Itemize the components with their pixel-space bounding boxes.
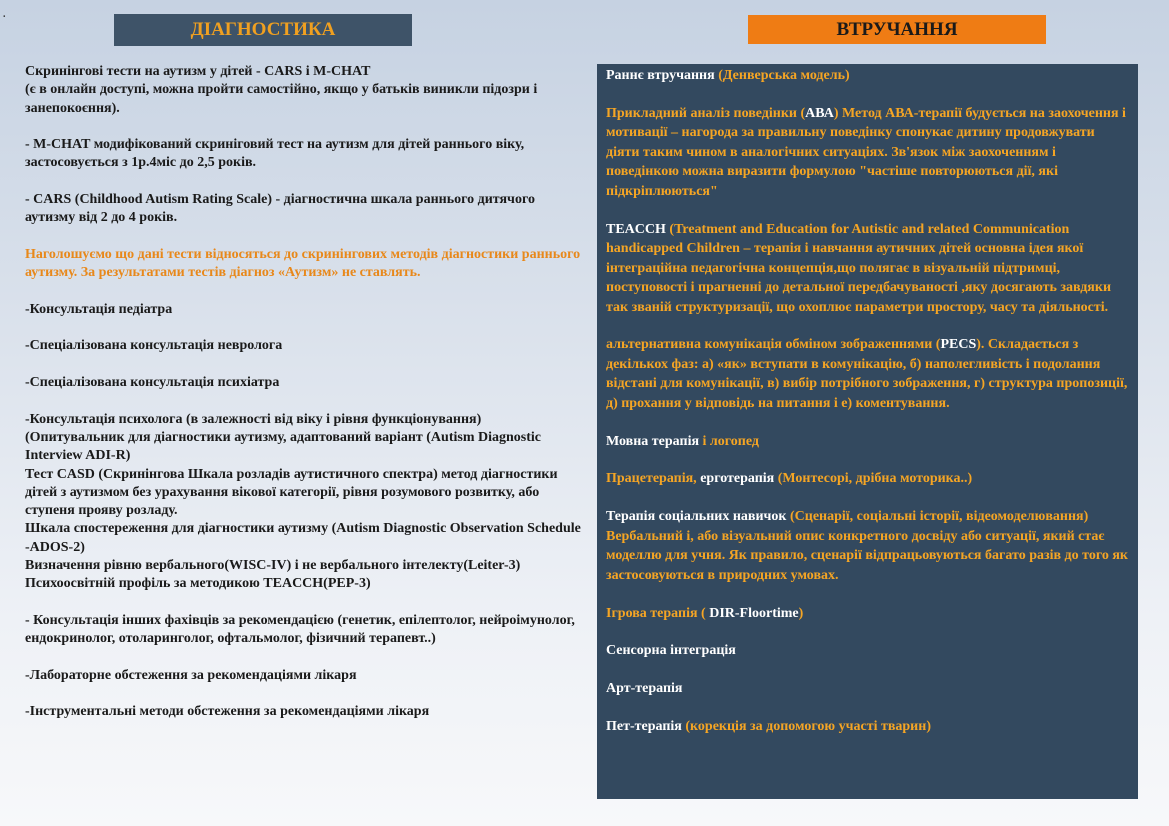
pecs-item: альтернативна комунікація обміном зображеннями (PECS). Складається з декількох фаз: а) «як» вступати в комунікацію, б) наполегливість і подолання відстані для комунікації, в) вибір потрібного зображення, г) структура пропозиції, д) прохання у відповідь на питання і е) коментування.: [606, 337, 1128, 411]
occupational-therapy-item: Працетерапія, ерготерапія (Монтесорі, дрібна моторика..): [606, 471, 973, 487]
intervention-panel: [597, 64, 1138, 799]
neurologist-item: -Спеціалізована консультація невролога: [25, 338, 283, 354]
sensory-integration-item: Сенсорна інтеграція: [606, 643, 736, 659]
early-intervention-item: Раннє втручання (Денверська модель): [606, 68, 850, 83]
teacch-item: TEACCH (Treatment and Education for Autistic and related Communication handicapped Children – терапія і навчання аутичних дітей основна ідея якої інтеграційна педагогічна концепція,що полягає в візуальній підтримці, поступовості і прагненні до детальної передбачуваності ,яку досягають завдяки так званій структуризації, що охоплює параметри простору, часу та діяльності.: [606, 221, 1112, 315]
other-specialists-item: - Консультація інших фахівців за рекомендацією (генетик, епілептолог, нейроімунолог, ендокринолог, отоларинголог, офтальмолог, фізичний терапевт..): [25, 612, 575, 647]
instrumental-tests-item: -Інструментальні методи обстеження за рекомендаціями лікаря: [25, 704, 430, 720]
screening-tests-paragraph: Скринінгові тести на аутизм у дітей - CARS і M-CHAT (є в онлайн доступі, можна пройти самостійно, якщо у батьків виникли підозри і занепокоєння).: [25, 64, 538, 116]
diagnostics-header: ДІАГНОСТИКА: [114, 14, 412, 46]
aba-item: Прикладний аналіз поведінки (АВА) Метод АВА-терапії будується на заохочення і мотивації – нагорода за правильну поведінку спонукає дитину продовжувати діяти таким чином в аналогічних ситуаціях. Зв'язок між заохоченням і поведінкою можна виразити формулою "частіше повторюються дії, які підкріплюються": [606, 105, 1126, 199]
psychiatrist-item: -Спеціалізована консультація психіатра: [25, 375, 280, 391]
play-therapy-item: Ігрова терапія ( DIR-Floortime): [606, 605, 804, 621]
screening-note: Наголошуємо що дані тести відносяться до скринінгових методів діагностики раннього аутизму. За результатами тестів діагноз «Аутизм» не ставлять.: [25, 246, 581, 281]
social-skills-item: Терапія соціальних навичок (Сценарії, соціальні історії, відеомоделювання) Вербальний і, або візуальний опис конкретного досвіду або ситуації, який стає моделлю для учня. Як правило, сценарії відпрацьовуються багато разів до того як застосовуються в природних умовах.: [606, 509, 1128, 583]
lab-tests-item: -Лабораторне обстеження за рекомендаціями лікаря: [25, 667, 357, 683]
diagnostics-column: [25, 63, 585, 722]
speech-therapy-item: Мовна терапія і логопед: [606, 433, 759, 449]
pediatrician-item: -Консультація педіатра: [25, 301, 173, 317]
corner-mark: .: [3, 9, 6, 20]
psychologist-item: -Консультація психолога (в залежності від віку і рівня функціонування) (Опитувальник для діагностики аутизму, адаптований варіант (Autism Diagnostic Interview ADI-R) Тест CASD (Скринінгова Шкала розладів аутистичного спектра) метод діагностики дітей з аутизмом без урахування вікової категорії, рівня розумового розвитку, або ступеня прояву розладу. Шкала спостереження для діагностики аутизму (Autism Diagnostic Observation Schedule -ADOS-2) Визначення рівню вербального(WISC-IV) і не вербального інтелекту(Leiter-3) Психоосвітній профіль за методикою TEACCH(PEP-3): [25, 411, 581, 592]
mchat-paragraph: - M-CHAT модифікований скриніговий тест на аутизм для дітей раннього віку, застосовується з 1р.4міс до 2,5 років.: [25, 137, 525, 171]
art-therapy-item: Арт-терапія: [606, 681, 683, 697]
pet-therapy-item: Пет-терапія (корекція за допомогою участі тварин): [606, 718, 931, 734]
intervention-header: ВТРУЧАННЯ: [748, 15, 1046, 44]
cars-paragraph: - CARS (Childhood Autism Rating Scale) - діагностична шкала раннього дитячого аутизму від 2 до 4 років.: [25, 192, 535, 226]
